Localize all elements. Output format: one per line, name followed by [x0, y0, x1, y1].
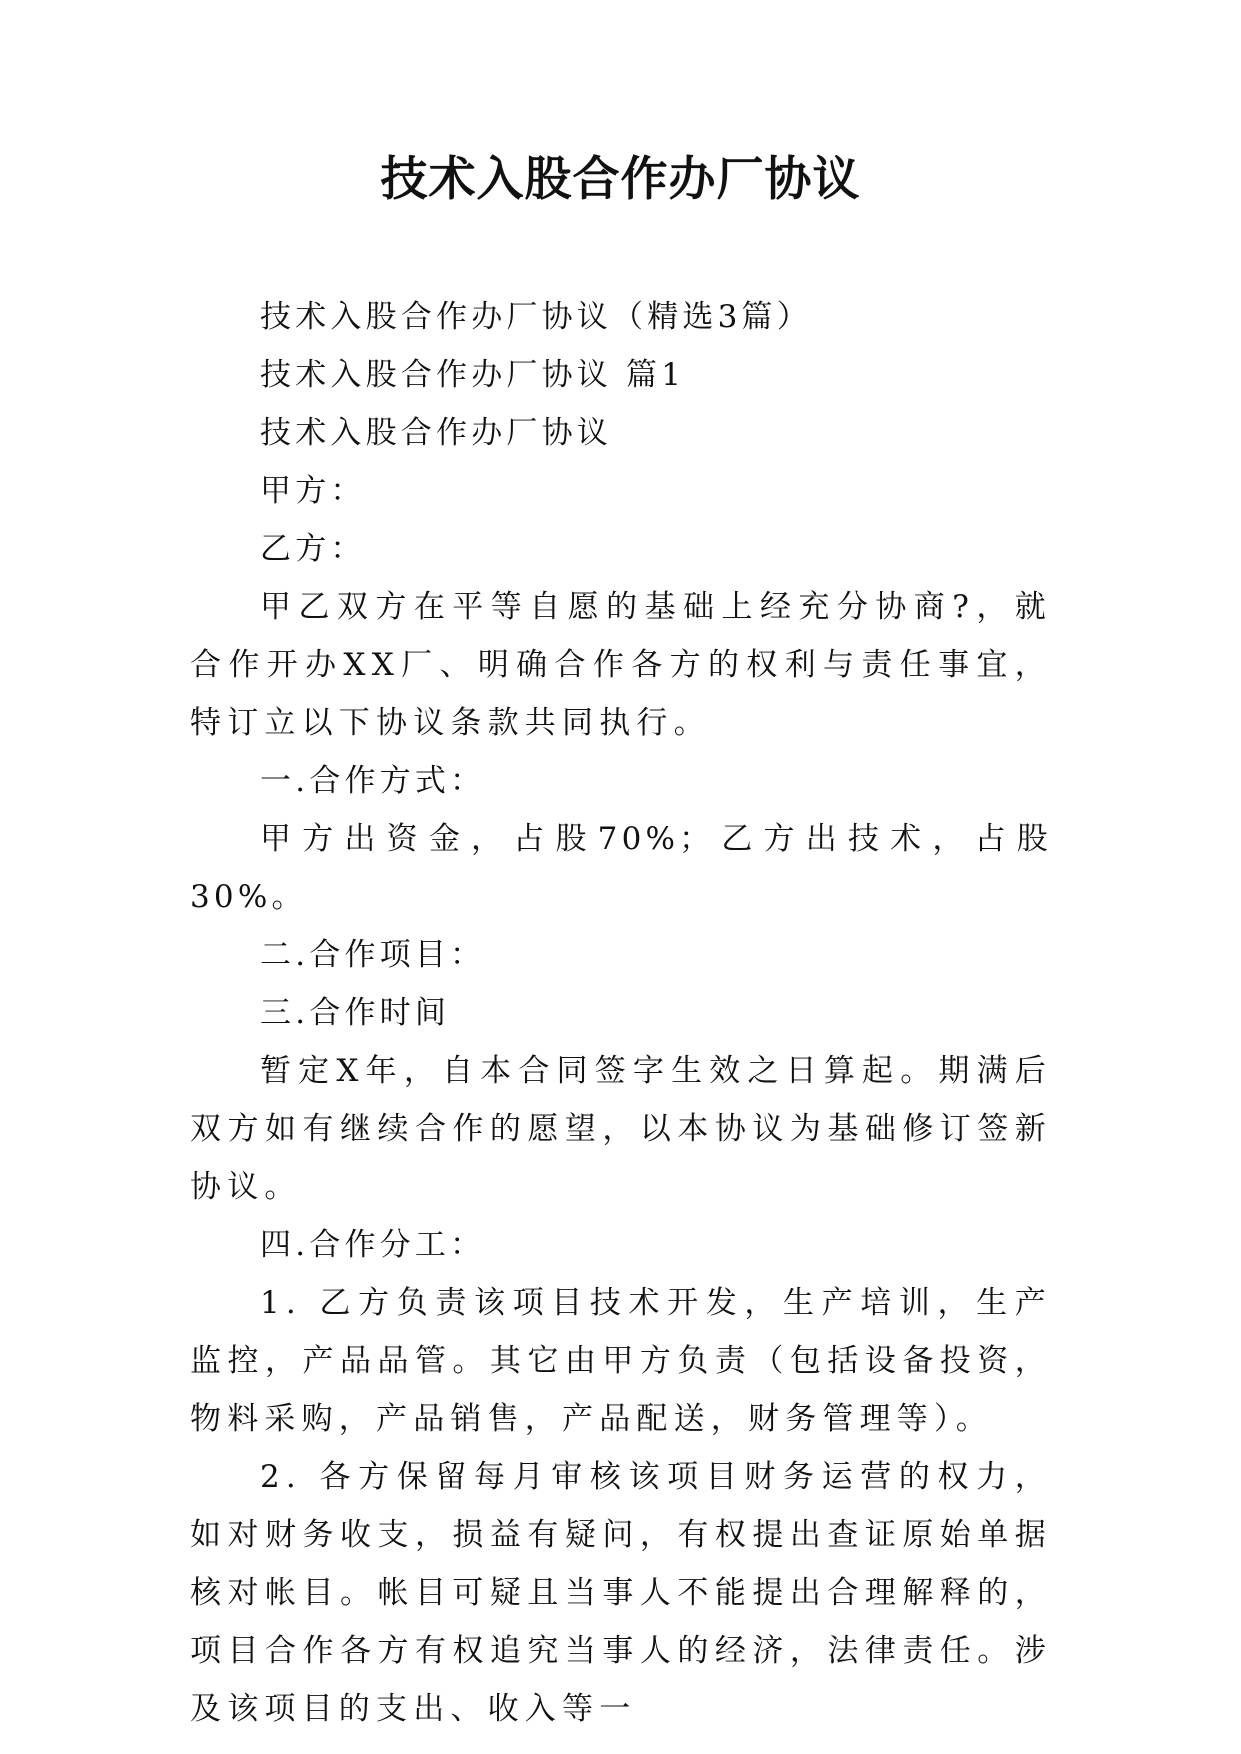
paragraph-cooperation-method-heading: 一.合作方式：	[260, 763, 486, 799]
paragraph-division-heading: 四.合作分工：	[260, 1227, 486, 1263]
paragraph-party-b: 乙方：	[260, 531, 366, 567]
paragraph-division-item-2: 2. 各方保留每月审核该项目财务运营的权力，如对财务收支，损益有疑问，有权提出查证原始单据核对帐目。帐目可疑且当事人不能提出合理解释的，项目合作各方有权追究当事人的经济，法律责任。涉及该项目的支出、收入等一	[190, 1459, 1052, 1727]
document-title: 技术入股合作办厂协议	[380, 152, 861, 207]
document-body	[190, 288, 1052, 1738]
paragraph-cooperation-time: 暂定X年，自本合同签字生效之日算起。期满后双方如有继续合作的愿望，以本协议为基础修订签新协议。	[190, 1053, 1052, 1205]
paragraph-preamble: 甲乙双方在平等自愿的基础上经充分协商?，就合作开办XX厂、明确合作各方的权利与责任事宜，特订立以下协议条款共同执行。	[190, 589, 1052, 741]
paragraph-section-heading: 技术入股合作办厂协议 篇1	[260, 357, 686, 393]
paragraph-cooperation-method: 甲方出资金，占股70%；乙方出技术，占股30%。	[190, 821, 1052, 915]
paragraph-cooperation-time-heading: 三.合作时间	[260, 995, 451, 1031]
paragraph-division-item-1: 1. 乙方负责该项目技术开发，生产培训，生产监控，产品品管。其它由甲方负责（包括设备投资，物料采购，产品销售，产品配送，财务管理等）。	[190, 1285, 1052, 1437]
paragraph-agreement-name: 技术入股合作办厂协议	[260, 415, 612, 451]
paragraph-cooperation-project-heading: 二.合作项目：	[260, 937, 486, 973]
paragraph-party-a: 甲方：	[260, 473, 366, 509]
paragraph-subtitle: 技术入股合作办厂协议（精选3篇）	[260, 299, 812, 335]
